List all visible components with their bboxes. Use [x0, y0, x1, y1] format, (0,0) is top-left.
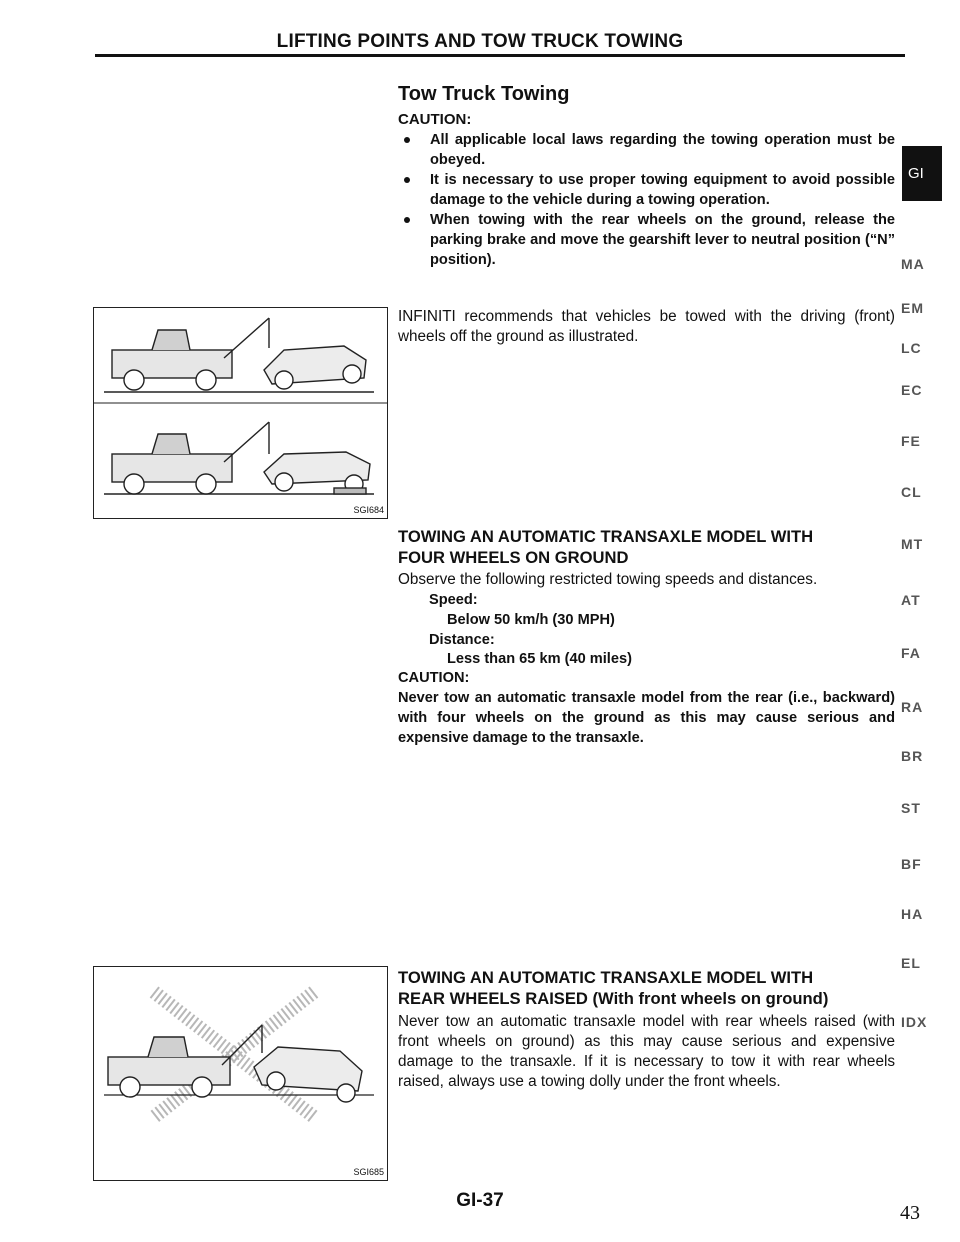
- sidebar-tab-ha[interactable]: HA: [901, 906, 924, 922]
- caution-label-2: CAUTION:: [398, 670, 470, 686]
- sidebar-tab-ec[interactable]: EC: [901, 382, 923, 398]
- page-code: GI-37: [456, 1190, 504, 1211]
- sidebar-tab-el[interactable]: EL: [901, 955, 921, 971]
- sidebar-tab-mt[interactable]: MT: [901, 536, 924, 552]
- sidebar-tab-at[interactable]: AT: [901, 592, 921, 608]
- heading-four-wheels-line1: TOWING AN AUTOMATIC TRANSAXLE MODEL WITH: [398, 527, 814, 546]
- sidebar-tab-st[interactable]: ST: [901, 800, 921, 816]
- tow-truck-rear-raised: [108, 1025, 262, 1097]
- sidebar-tab-ma[interactable]: MA: [901, 256, 925, 272]
- heading-four-wheels-line2: FOUR WHEELS ON GROUND: [398, 548, 629, 567]
- caution-bullet-2: It is necessary to use proper towing equipment to avoid possible damage to the vehicle during a towing operation.: [398, 170, 895, 210]
- distance-value: Less than 65 km (40 miles): [447, 651, 632, 667]
- speed-value: Below 50 km/h (30 MPH): [447, 612, 615, 628]
- sidebar-tab-gi-active[interactable]: GI: [902, 146, 942, 201]
- caution-bullet-3: When towing with the rear wheels on the ground, release the parking brake and move the gearshift lever to neutral position (“N” position).: [398, 210, 895, 270]
- sidebar-tab-fe[interactable]: FE: [901, 433, 921, 449]
- tow-truck-illustration: [94, 308, 387, 518]
- page-number: 43: [900, 1202, 920, 1224]
- figure-code-1: SGI684: [353, 505, 384, 515]
- rear-raised-illustration: [94, 967, 387, 1180]
- section-heading-rear-raised: [398, 967, 895, 1009]
- recommendation-text: INFINITI recommends that vehicles be towed with the driving (front) wheels off the ground as illustrated.: [398, 308, 895, 345]
- heading-rear-raised-line2: REAR WHEELS RAISED (With front wheels on ground): [398, 989, 829, 1008]
- sidebar-tab-bf[interactable]: BF: [901, 856, 922, 872]
- sidebar-tab-em[interactable]: EM: [901, 300, 924, 316]
- rear-raised-text: Never tow an automatic transaxle model with rear wheels raised (with front wheels on ground) as this may cause serious and expensive damage to the transaxle. If it is necessary to tow it with rear wheels raised, always use a towing dolly under the front wheels.: [398, 1013, 895, 1090]
- sidebar-tab-ra[interactable]: RA: [901, 699, 924, 715]
- sidebar-tab-fa[interactable]: FA: [901, 645, 921, 661]
- header-rule: [95, 54, 905, 57]
- sidebar-tab-br[interactable]: BR: [901, 748, 924, 764]
- tow-truck-upper: [112, 318, 269, 390]
- towed-car-lower: [264, 452, 370, 494]
- figure-rear-wheels-raised: [93, 966, 388, 1181]
- heading-rear-raised-line1: TOWING AN AUTOMATIC TRANSAXLE MODEL WITH: [398, 968, 814, 987]
- sidebar-tab-idx[interactable]: IDX: [901, 1014, 928, 1030]
- section-heading-four-wheels: [398, 526, 895, 568]
- figure-tow-truck-front-lift: [93, 307, 388, 519]
- sidebar-tab-lc[interactable]: LC: [901, 340, 922, 356]
- page-header-title: LIFTING POINTS AND TOW TRUCK TOWING: [276, 31, 684, 52]
- four-wheels-caution-text: Never tow an automatic transaxle model from the rear (i.e., backward) with four wheels on the ground as this may cause serious and expensive damage to the transaxle.: [398, 690, 895, 746]
- caution-bullet-1: All applicable local laws regarding the towing operation must be obeyed.: [398, 130, 895, 170]
- tow-truck-lower: [112, 422, 269, 494]
- caution-bullet-list: [398, 130, 895, 270]
- towed-car-upper: [264, 346, 366, 389]
- four-wheels-intro: Observe the following restricted towing speeds and distances.: [398, 571, 818, 588]
- speed-label: Speed:: [429, 592, 478, 608]
- distance-label: Distance:: [429, 632, 495, 648]
- section-title-tow-truck: Tow Truck Towing: [398, 83, 570, 105]
- caution-label-1: CAUTION:: [398, 111, 472, 128]
- towed-car-rear-raised: [254, 1047, 362, 1102]
- figure-code-2: SGI685: [353, 1167, 384, 1177]
- sidebar-tab-cl[interactable]: CL: [901, 484, 922, 500]
